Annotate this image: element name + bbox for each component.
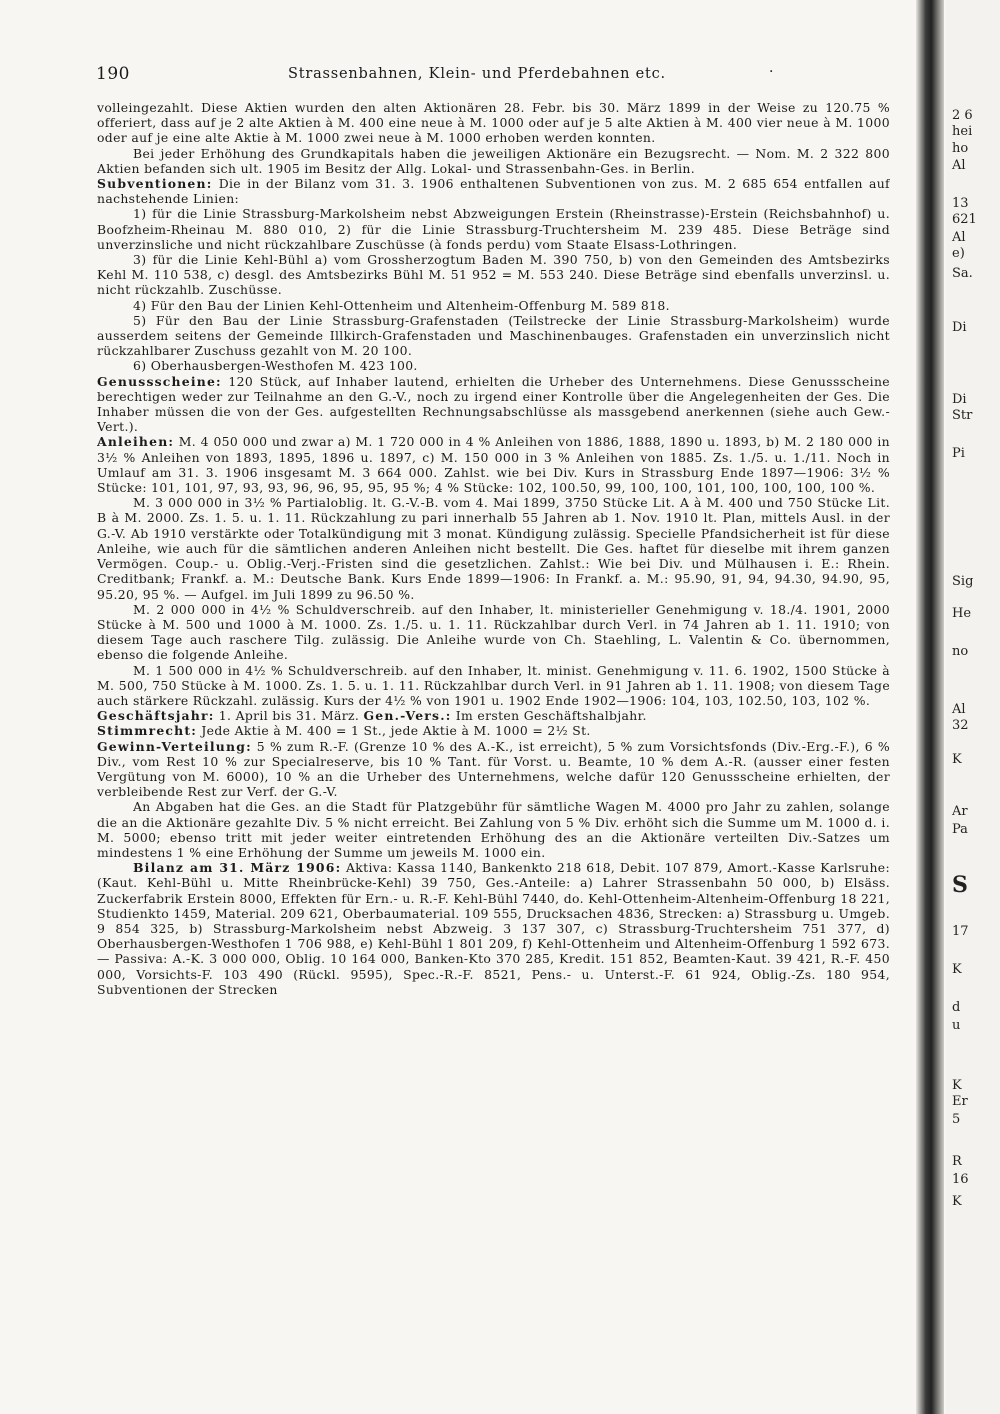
section-term: Gen.-Vers.: (363, 708, 452, 724)
paragraph-subventionen: Subventionen: Die in der Bilanz vom 31. 3. 1906 enthaltenen Subventionen von zus. M. 2 685 654 entfallen auf nachstehende Linien: (97, 176, 890, 207)
section-term: Anleihen: (97, 434, 175, 450)
adjacent-page-fragment: Sa. (952, 266, 973, 281)
adjacent-page-fragment: 17 (952, 924, 969, 939)
adjacent-page-fragment: S (952, 872, 968, 898)
adjacent-page-fragment: 621 (952, 212, 977, 227)
paragraph: M. 1 500 000 in 4½ % Schuldverschreib. auf den Inhaber, lt. minist. Genehmigung v. 11. 6. 1902, 1500 Stücke à M. 500, 750 Stücke à M. 1000. Zs. 1. 5. u. 1. 11. Rückzahlbar durch Verl. in 91 Jahren ab 1. 11. 1908; von diesem Tage auch stärkere Rückzahl. zulässig. Kurs der 4½ % von 1901 u. 1902 Ende 1902—1906: 104, 103, 102.50, 103, 102 %. (97, 662, 890, 708)
paragraph: M. 2 000 000 in 4½ % Schuldverschreib. auf den Inhaber, lt. ministerieller Genehmigung v. 18./4. 1901, 2000 Stücke à M. 500 und 1000 à M. 1000. Zs. 1./5. u. 1. 11. Rückzahlbar durch Verl. in 74 Jahren ab 1. 11. 1910; von diesem Tage auch raschere Tilg. zulässig. Die Anleihe wurde von Ch. Staehling, L. Valentin & Co. übernommen, ebenso die folgende Anleihe. (97, 601, 890, 663)
section-term: Geschäftsjahr: (97, 708, 215, 724)
paragraph: M. 3 000 000 in 3½ % Partialoblig. lt. G.-V.-B. vom 4. Mai 1899, 3750 Stücke Lit. A à M. 400 und 750 Stücke Lit. B à M. 2000. Zs. 1. 5. u. 1. 11. Rückzahlung zu pari innerhalb 55 Jahren ab 1. Nov. 1910 lt. Plan, mittels Ausl. in der G.-V. Ab 1910 verstärkte oder Totalkündigung mit 3 monat. Kündigung zulässig. Specielle Pfandsicherheit ist für diese Anleihe, wie auch für die sämtlichen anderen Anleihen nicht bestellt. Die Ges. haftet für dieselbe mit ihrem ganzen Vermögen. Coup.- u. Oblig.-Verj.-Fristen sind die gesetzlichen. Zahlst.: Wie bei Div. und Mülhausen i. E.: Rhein. Creditbank; Frankf. a. M.: Deutsche Bank. Kurs Ende 1899—1906: In Frankf. a. M.: 95.90, 91, 94, 94.30, 94.90, 95, 95.20, 95 %. — Aufgel. im Juli 1899 zu 96.50 %. (97, 495, 890, 602)
section-term: Gewinn-Verteilung: (97, 738, 252, 754)
adjacent-page-fragment: 13 (952, 196, 969, 211)
adjacent-page-fragment: He (952, 606, 972, 621)
adjacent-page-fragment: Al (952, 230, 966, 245)
adjacent-page-fragment: K (952, 1194, 962, 1209)
paragraph: Bei jeder Erhöhung des Grundkapitals haben die jeweiligen Aktionäre ein Bezugsrecht. — Nom. M. 2 322 800 Aktien befanden sich ult. 1905 im Besitz der Allg. Lokal- und Strassenbahn-Ges. in Berlin. (97, 145, 890, 176)
adjacent-page-fragment: ho (952, 141, 969, 156)
paragraph: An Abgaben hat die Ges. an die Stadt für Platzgebühr für sämtliche Wagen M. 4000 pro Jahr zu zahlen, solange die an die Aktionäre gezahlte Div. 5 % nicht erreicht. Bei Zahlung von 5 % Div. erhöht sich die Summe um M. 1000 d. i. M. 5000; ebenso tritt mit jeder weiter eintretenden Erhöhung des an die Aktionäre verteilten Div.-Satzes um mindestens 1 % eine Erhöhung der Summe um jeweils M. 1000 ein. (97, 799, 890, 860)
adjacent-page-fragment: Di (952, 320, 967, 335)
adjacent-page-fragment: hei (952, 124, 973, 139)
paragraph: 5) Für den Bau der Linie Strassburg-Grafenstaden (Teilstrecke der Linie Strassburg-Markolsheim) wurde ausserdem seitens der Gemeinde Illkirch-Grafenstaden und Maschinenbauges. Grafenstaden ein unverzinslich nicht rückzahlbarer Zuschuss gezahlt von M. 20 100. (97, 312, 890, 359)
page-header (96, 64, 896, 86)
paragraph: 4) Für den Bau der Linien Kehl-Ottenheim und Altenheim-Offenburg M. 589 818. (133, 297, 670, 313)
adjacent-page-fragment: K (952, 962, 962, 977)
paragraph-genussscheine: Genussscheine: 120 Stück, auf Inhaber lautend, erhielten die Urheber des Unternehmens. Diese Genussscheine berechtigen weder zur Teilnahme an den G.-V., noch zu irgend einer Kontrolle über die Angelegenheiten der Ges. Die Inhaber müssen die von der Ges. aufgestellten Rechnungsabschlüsse als massgebend anerkennen (siehe auch Gew.-Vert.). (97, 373, 890, 435)
adjacent-page-fragment: Er (952, 1094, 968, 1109)
section-term: Stimmrecht: (97, 723, 198, 739)
adjacent-page-fragment: Di (952, 392, 967, 407)
adjacent-page-fragment: 16 (952, 1172, 969, 1187)
adjacent-page-fragment: u (952, 1018, 961, 1033)
paragraph: 3) für die Linie Kehl-Bühl a) vom Grossherzogtum Baden M. 390 750, b) von den Gemeinden des Amtsbezirks Kehl M. 110 538, c) desgl. des Amtsbezirks Bühl M. 51 952 = M. 553 240. Diese Beträge sind ebenfalls unverzinsl. u. nicht rückzahlb. Zuschüsse. (97, 252, 890, 298)
paragraph: 1) für die Linie Strassburg-Markolsheim nebst Abzweigungen Erstein (Rheinstrasse)-Erstein (Reichsbahnhof) u. Boofzheim-Rheinau M. 880 010, 2) für die Linie Strassburg-Truchtersheim M. 239 485. Diese Beträge sind unverzinsliche und nicht rückzahlbare Zuschüsse (à fonds perdu) vom Staate Elsass-Lothringen. (97, 206, 890, 252)
adjacent-page-fragment: Str (952, 408, 973, 423)
section-term: Genussscheine: (97, 373, 222, 389)
adjacent-page-fragment: 2 6 (952, 108, 973, 123)
adjacent-page-fragment: e) (952, 246, 965, 261)
header-mark: · (769, 64, 774, 80)
adjacent-page-fragment: no (952, 644, 969, 659)
adjacent-page-fragment: R (952, 1154, 962, 1169)
adjacent-page-fragment: Pa (952, 822, 968, 837)
adjacent-page-fragment: d (952, 1000, 961, 1015)
adjacent-page-fragment: 32 (952, 718, 969, 733)
paragraph: 6) Oberhausbergen-Westhofen M. 423 100. (133, 358, 418, 374)
book-gutter (916, 0, 944, 1414)
paragraph-stimmrecht: Stimmrecht: Jede Aktie à M. 400 = 1 St., jede Aktie à M. 1000 = 2½ St. (97, 723, 591, 739)
adjacent-page-edge (946, 0, 1000, 1414)
adjacent-page-fragment: Al (952, 158, 966, 173)
text-column (97, 100, 890, 1390)
paragraph-bilanz: Bilanz am 31. März 1906: Aktiva: Kassa 1140, Bankenkto 218 618, Debit. 107 879, Amort.-Kasse Karlsruhe: (Kaut. Kehl-Bühl u. Mitte Rheinbrücke-Kehl) 39 750, Ges.-Anteile: a) Lahrer Strassenbahn 50 000, b) Elsäss. Zuckerfabrik Erstein 8000, Effekten für Ern.- u. R.-F. Kehl-Bühl 7440, do. Kehl-Ottenheim-Altenheim-Offenburg 18 221, Studienkto 1459, Material. 209 621, Oberbaumaterial. 109 555, Drucksachen 4836, Strecken: a) Strassburg u. Umgeb. 9 854 325, b) Strassburg-Markolsheim nebst Abzweig. 3 137 307, c) Strassburg-Truchtersheim 751 377, d) Oberhausbergen-Westhofen 1 706 988, e) Kehl-Bühl 1 801 209, f) Kehl-Ottenheim und Altenheim-Offenburg 1 592 673. — Passiva: A.-K. 3 000 000, Oblig. 10 164 000, Banken-Kto 370 285, Kredit. 151 852, Beamten-Kaut. 39 421, R.-F. 450 000, Vorsichts-F. 103 490 (Rückl. 9595), Spec.-R.-F. 8521, Pens.- u. Unterst.-F. 61 924, Oblig.-Zs. 180 954, Subventionen der Strecken (97, 860, 890, 997)
section-term: Bilanz am 31. März 1906: (133, 860, 342, 876)
adjacent-page-fragment: Sig (952, 574, 974, 589)
page-number: 190 (96, 64, 130, 84)
paragraph: volleingezahlt. Diese Aktien wurden den alten Aktionären 28. Febr. bis 30. März 1899 in der Weise zu 120.75 % offeriert, dass auf je 2 alte Aktien à M. 400 eine neue à M. 1000 oder auf je 5 alte Aktien à M. 400 vier neue à M. 1000 oder auf je eine alte Aktie à M. 1000 zwei neue à M. 1000 erhoben werden konnten. (97, 100, 890, 146)
running-title: Strassenbahnen, Klein- und Pferdebahnen etc. (288, 66, 666, 82)
paragraph-anleihen: Anleihen: M. 4 050 000 und zwar a) M. 1 720 000 in 4 % Anleihen von 1886, 1888, 1890 u. 1893, b) M. 2 180 000 in 3½ % Anleihen von 1893, 1895, 1896 u. 1897, c) M. 150 000 in 3 % Anleihen von 1885. Zs. 1./5. u. 1./11. Noch in Umlauf am 31. 3. 1906 insgesamt M. 3 664 000. Zahlst. wie bei Div. Kurs in Strassburg Ende 1897—1906: 3½ % Stücke: 101, 101, 97, 93, 93, 96, 96, 95, 95, 95 %; 4 % Stücke: 102, 100.50, 99, 100, 100, 101, 100, 100, 100, 100 %. (97, 434, 890, 496)
adjacent-page-fragment: Al (952, 702, 966, 717)
paragraph-geschaeftsjahr: Geschäftsjahr: 1. April bis 31. März. Gen.-Vers.: Im ersten Geschäftshalbjahr. (97, 708, 647, 724)
adjacent-page-fragment: 5 (952, 1112, 961, 1127)
adjacent-page-fragment: Ar (952, 804, 968, 819)
adjacent-page-fragment: K (952, 1078, 962, 1093)
section-term: Subventionen: (97, 176, 213, 192)
adjacent-page-fragment: Pi (952, 446, 965, 461)
paragraph-gewinn-verteilung: Gewinn-Verteilung: 5 % zum R.-F. (Grenze 10 % des A.-K., ist erreicht), 5 % zum Vorsichtsfonds (Div.-Erg.-F.), 6 % Div., vom Rest 10 % zur Specialreserve, bis 10 % Tant. für Vorst. u. Beamte, 10 % dem A.-R. (ausser einer festen Vergütung von M. 6000), 10 % an die Urheber des Unternehmens, welche dafür 120 Genussscheine erhielten, der verbleibende Rest zur Verf. der G.-V. (97, 738, 890, 800)
adjacent-page-fragment: K (952, 752, 962, 767)
